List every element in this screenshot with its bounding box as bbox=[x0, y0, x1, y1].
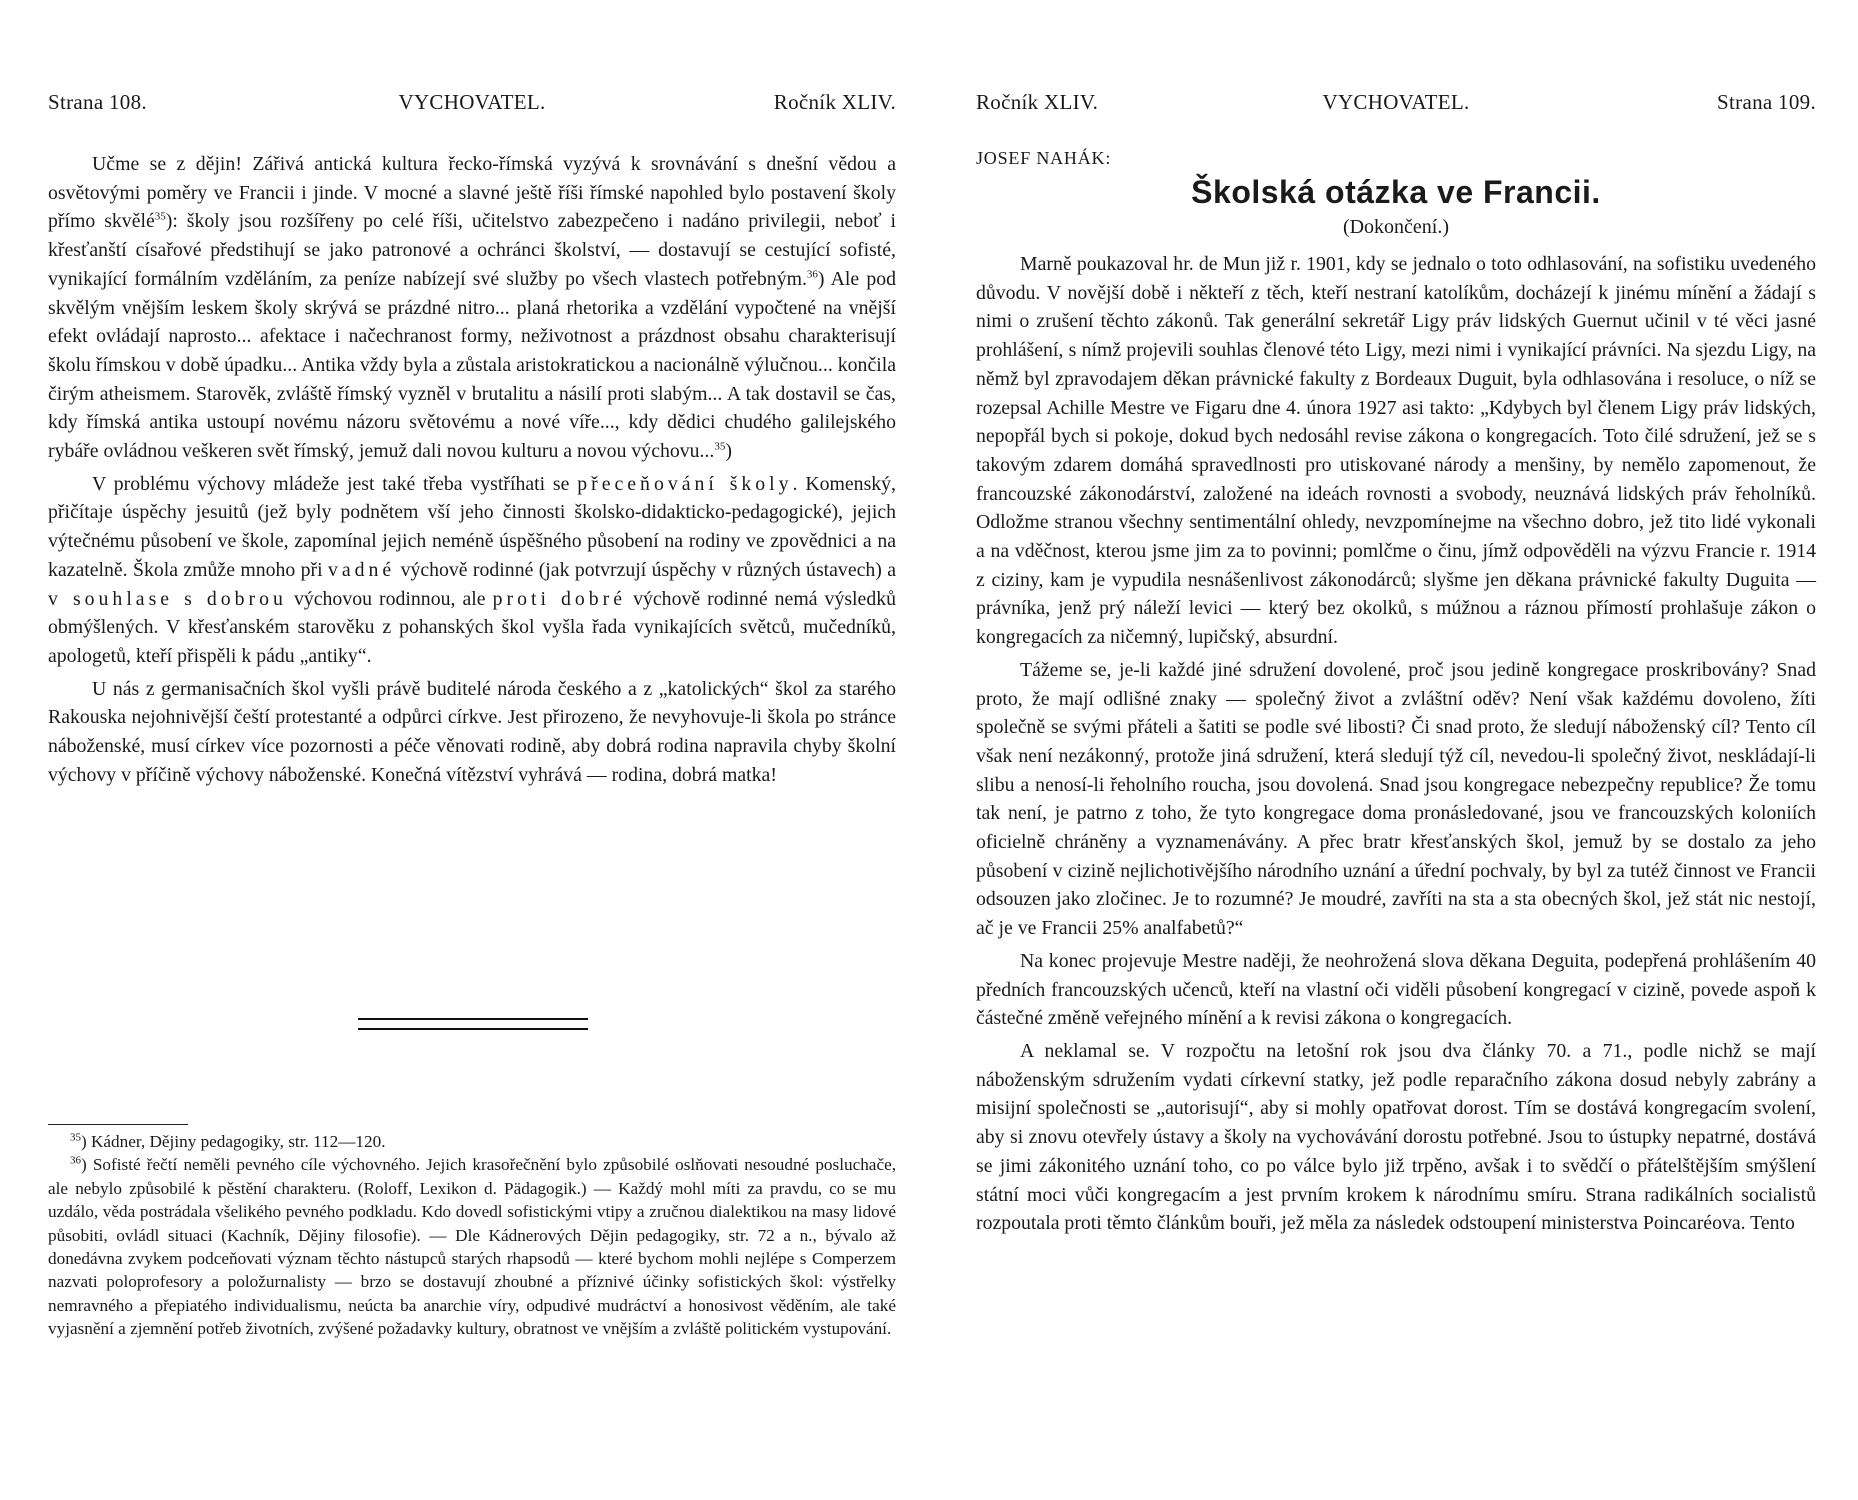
right-journal-title: VYCHOVATEL. bbox=[1322, 90, 1470, 114]
left-paragraph-2 bbox=[48, 470, 896, 671]
footnote-mark: 35 bbox=[70, 1131, 81, 1144]
left-journal-title: VYCHOVATEL. bbox=[398, 90, 546, 114]
text-run: V problému výchovy mládeže jest také třeba vystříhati se bbox=[92, 472, 578, 495]
section-end-double-rule bbox=[358, 1018, 588, 1030]
footnote-text: ) Sofisté řečtí neměli pevného cíle výchovného. Jejich krasořečnění bylo způsobilé oslňovati nesoudné posluchače, ale nebylo způsobilé k pěstění charakteru. (Roloff, Lexikon d. Pädagogik.) — Každý mohl míti za pravdu, co se mu uzdálo, věda postrádala všelikého pevného podkladu. Kdo dovedl sofistickými vtipy a zručnou dialektikou na masy lidové působiti, ovládl situaci (Kachník, Dějiny filosofie). — Dle Kádnerových Dějin pedagogiky, str. 72 a n., bývalo až donedávna zvykem podceňovati význam těchto nástupců starých rhapsodů — které bychom mohli nejlépe s Comperzem nazvati poloprofesory a položurnalisty — brzo se dostavují zhoubné a příznivé účinky sofistických škol: výstřelky nemravného a přepiatého individualismu, neúcta ba anarchie víry, odpudivé mudráctví a honosivost věděním, ale také vyjasnění a zjemnění potřeb životních, zvýšené požadavky kultury, obratnost ve vnějším a zvláště politickém vystupování. bbox=[48, 1155, 896, 1339]
right-paragraph-1: Marně poukazoval hr. de Mun již r. 1901, kdy se jednalo o toto odhlasování, na sofistiku uvedeného důvodu. V novější době i někteří z těch, kteří nestraní katolíkům, docházejí k jinému mínění a žádají s nimi o zrušení těchto zákonů. Tak generální sekretář Ligy práv lidských Guernut učinil v té věci jasné prohlášení, s nímž projevili souhlas členové této Ligy, mezi nimi i vynikající právníci. Na sjezdu Ligy, na němž byl zpravodajem děkan právnické fakulty z Bordeaux Duguit, byla odhlasována i resoluce, o níž se rozepsal Achille Mestre ve Figaru dne 4. února 1927 asi takto: „Kdybych byl členem Ligy práv lidských, nepopřál bych si pokoje, dokud bych nedosáhl revise zákona o kongregacích. Toto čilé sdružení, jež se s takovým zdarem domáhá spravedlnosti pro utiskované národy a menšiny, by nemělo zapomenout, že francouzské zákonodárství, založené na ideách rovnosti a svobody, neuznává lidských práv řeholníků. Odložme stranou všechny sentimentální ohledy, nevzpomínejme na všechno dobro, jež tito lidé vykonali a na vděčnost, kterou jsme jim za to povinni; pomlčme o činu, jímž odpověděli na výzvu Francie r. 1914 z ciziny, kam je vypudila nesnášenlivost zákonodárců; slyšme jen děkana právnické fakulty Duguita — právníka, jenž prý náleží levici — který bez okolků, s múžnou a ráznou přímostí prohlašuje zákon o kongregacích za ničemný, lupičský, absurdní. bbox=[976, 253, 1816, 649]
left-volume-label: Ročník XLIV. bbox=[773, 90, 896, 114]
footnote-separator bbox=[48, 1124, 188, 1125]
right-body-text bbox=[976, 250, 1816, 1242]
footnote-text: ) Kádner, Dějiny pedagogiky, str. 112—120. bbox=[81, 1132, 386, 1151]
left-body-text bbox=[48, 150, 896, 793]
article-author: JOSEF NAHÁK: bbox=[976, 148, 1112, 168]
footnote-ref-35b: 35 bbox=[714, 440, 726, 453]
text-run: ) bbox=[725, 440, 732, 463]
spaced-emphasis: proti dobré bbox=[492, 587, 627, 610]
footnote-mark: 36 bbox=[70, 1154, 81, 1167]
text-run: výchovou rodinnou, ale bbox=[286, 587, 493, 610]
left-paragraph-1 bbox=[48, 150, 896, 466]
right-paragraph-4: A neklamal se. V rozpočtu na letošní rok jsou dva články 70. a 71., podle nichž se mají náboženským sdružením vydati církevní statky, jež podle reparačního zákona dosud nebyly zabrány a misijní společnosti se „autorisují“, aby si mohly opatřovat dorost. Tím se dostává kongregacím svolení, aby si znovu otevřely ústavy a školy na vychovávání dorostu potřebné. Jsou to ústupky nepatrné, dostává se jimi zákonitého uznání toho, co po válce bylo již trpěno, avšak i to svědčí o přátelštějším smýšlení státní moci vůči kongregacím a jest prvním krokem k národnímu smíru. Strana radikálních socialistů rozpoutala proti těmto článkům bouři, jež měla za následek odstoupení ministerstva Poincaréova. Tento bbox=[976, 1039, 1816, 1235]
left-running-head bbox=[48, 90, 896, 120]
article-title: Školská otázka ve Francii. bbox=[1191, 174, 1601, 210]
text-run: Učme se z dějin! Zářivá antická kultura řecko-římská vyzývá k srovnávání s dnešní vědou a osvětovými poměry ve Francii i jinde. V mocné a slavné ještě říši římské napohled bylo postavení školy přímo skvělé bbox=[48, 153, 896, 233]
footnote-ref-36: 36 bbox=[806, 268, 818, 281]
article-subtitle: (Dokončení.) bbox=[1342, 216, 1450, 238]
spaced-emphasis: přeceňování školy bbox=[577, 472, 793, 495]
text-run: výchově rodinné nemá výsledků obmýšlených. V křesťanském starověku z pohanských škol vyšla řada vynikajících světců, mučedníků, apologetů, kteří přispěli k pádu „antiky“. bbox=[48, 587, 896, 667]
footnote-35 bbox=[48, 1130, 896, 1153]
left-page bbox=[48, 0, 896, 1500]
footnote-ref-35: 35 bbox=[154, 210, 166, 223]
text-run: ) Ale pod skvělým vnějším leskem školy skrývá se prázdné nitro... planá rhetorika a vzdělání vypočtené na vnější efekt ovládají naprosto... afektace i načechranost formy, neživotnost a prázdnost obsahu charakterisují školu římskou v době úpadku... Antika vždy byla a zůstala aristokratickou a nacionálně výlučnou... končila čirým atheismem. Starověk, zvláště římský vyzněl v brutalitu a násilí proti slabým... A tak dostavil se čas, kdy římská antika ustoupí novému názoru světovému a nové víře..., kdy dědici chudého galilejského rybáře ovládnou veškeren svět římský, jemuž dali novou kulturu a novou výchovu... bbox=[48, 267, 896, 463]
text-run: ): školy jsou rozšířeny po celé říši, učitelstvo zabezpečeno i nadáno privilegii, neboť i křesťanští císařové předstihují se jako patronové a ochránci školství, — dostavují se cestující sofisté, vynikající formálním vzděláním, za peníze nabízejí své služby po všech vlastech potřebným. bbox=[48, 210, 896, 290]
footnotes bbox=[48, 1130, 896, 1341]
right-paragraph-2: Tážeme se, je-li každé jiné sdružení dovolené, proč jsou jedině kongregace proskribovány? Snad proto, že mají odlišné znaky — společný život a zvláštní oděv? Není však každému dovoleno, žíti společně se svými přáteli a šatiti se podle své libosti? Či snad proto, že sledují náboženský cíl? Tento cíl však není nezákonný, protože jiná sdružení, která sledují týž cíl, nevedou-li společný život, neskládají-li slibu a nenosí-li řeholního roucha, jsou dovolená. Snad jsou kongregace nebezpečny republice? Že tomu tak není, je patrno z toho, že tyto kongregace doma pronásledované, jsou ve francouzských koloniích oficielně chráněny a vyznamenávány. A přec bratr křesťanských škol, jemuž by se dostalo za jeho působení v cizině nejlichotivějšího národního uznání a úřední pochvaly, by byl za tutéž činnost ve Francii odsouzen jako zločinec. Je to rozumné? Je moudré, zavříti na sta a sta obecných škol, jež stát nic nestojí, ač je ve Francii 25% analfabetů?“ bbox=[976, 658, 1816, 940]
spaced-emphasis: v souhlase s dobrou bbox=[48, 587, 287, 610]
text-run: výchově rodinné (jak potvrzují úspěchy v různých ústavech) a bbox=[395, 558, 896, 581]
right-page bbox=[976, 0, 1816, 1500]
footnote-36 bbox=[48, 1153, 896, 1340]
left-paragraph-3: U nás z germanisačních škol vyšli právě buditelé národa českého a z „katolických“ škol za starého Rakouska nejohnivější čeští protestanté a odpůrci církve. Jest přirozeno, že nevyhovuje-li škola po stránce náboženské, musí církev více pozornosti a péče věnovati rodině, aby dobrá rodina napravila chyby školní výchovy v příčině výchovy náboženské. Konečná vítězství vyhrává — rodina, dobrá matka! bbox=[48, 677, 896, 786]
spaced-emphasis: vadné bbox=[327, 558, 396, 581]
text-run: . Komenský, přičítaje úspěchy jesuitů (jež byly podnětem vší jeho činnosti školsko-didakticko-pedagogické), jejich výtečnému působení ve škole, zapomínal jejich neméně úspěšného působení na rodiny ve zpovědnici a na kazatelně. Škola zmůže mnoho při bbox=[48, 472, 896, 581]
right-running-head bbox=[976, 90, 1816, 120]
right-page-number: Strana 109. bbox=[1717, 90, 1816, 114]
right-paragraph-3: Na konec projevuje Mestre naději, že neohrožená slova děkana Deguita, podepřená prohlášením 40 předních francouzských učenců, kteří na vlastní oči viděli působení kongregací v cizině, povede aspoň k částečné změně veřejného mínění a k revisi zákona o kongregacích. bbox=[976, 949, 1816, 1030]
left-page-number: Strana 108. bbox=[48, 90, 147, 114]
right-volume-label: Ročník XLIV. bbox=[976, 90, 1099, 114]
